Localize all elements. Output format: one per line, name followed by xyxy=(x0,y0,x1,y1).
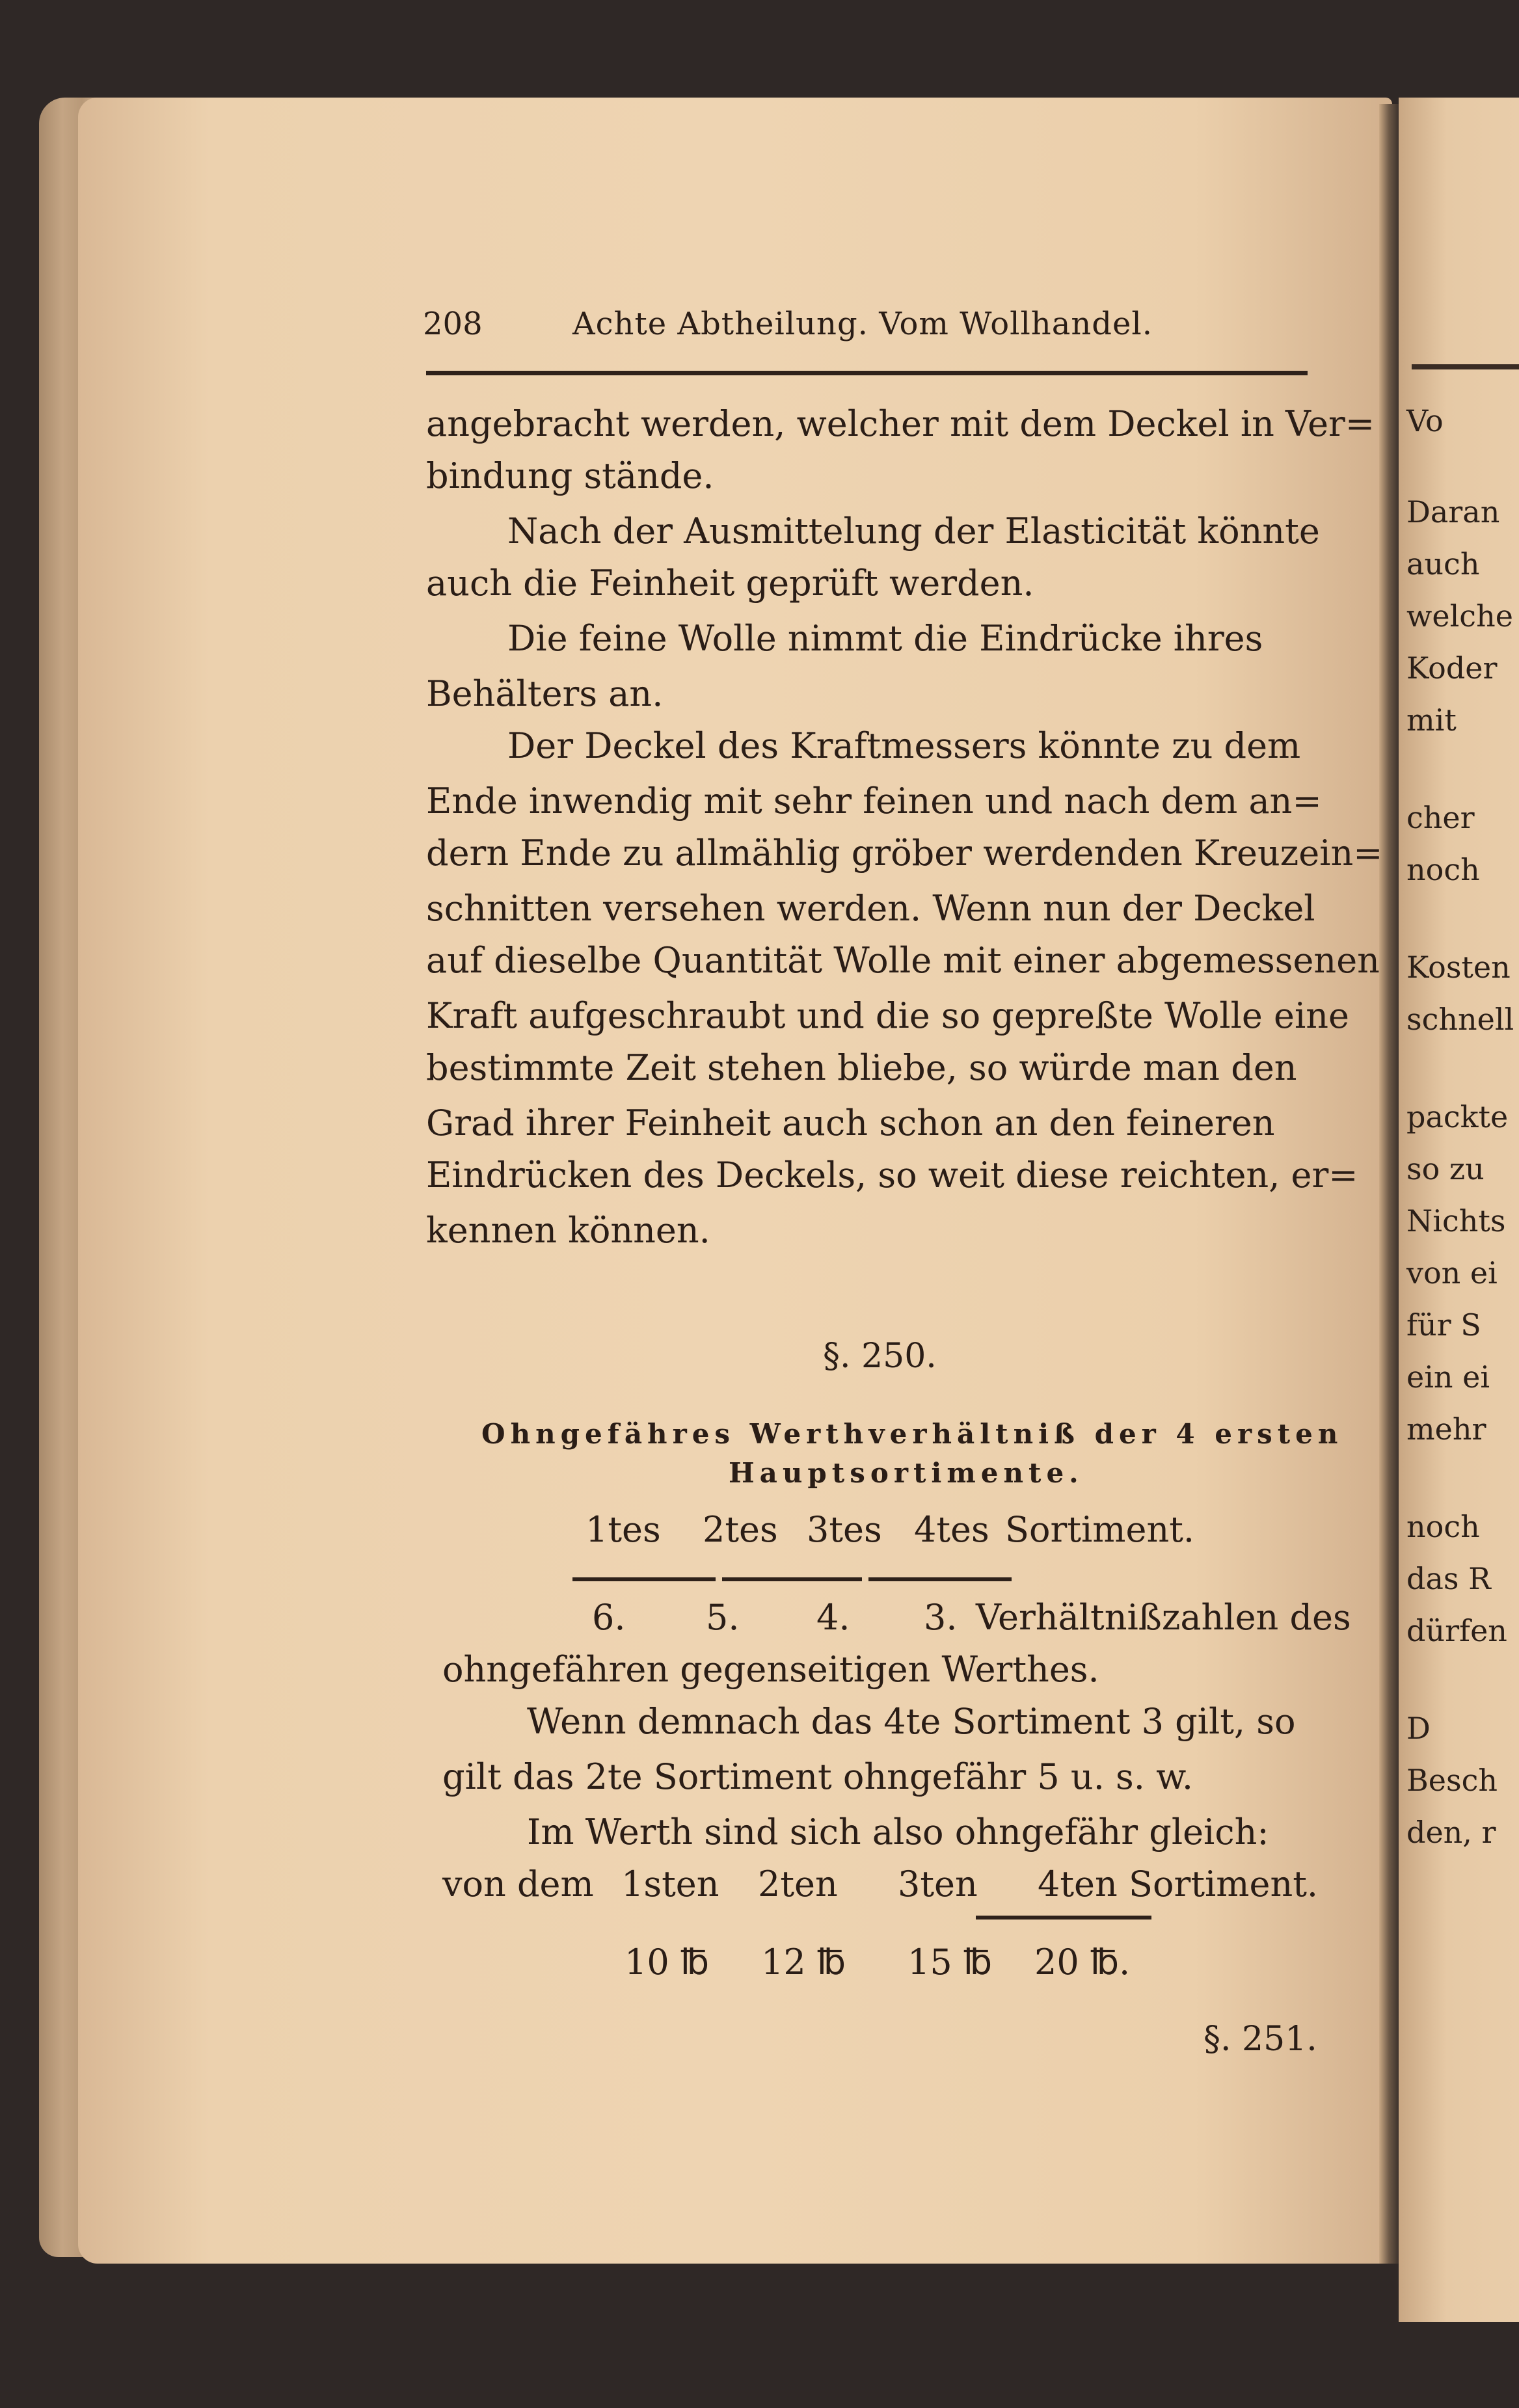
body-line: Kraft aufgeschraubt und die so gepreßte Wolle eine xyxy=(426,995,1350,1036)
body-line: Eindrücken des Deckels, so weit diese reichten, er= xyxy=(426,1155,1358,1196)
book-gutter xyxy=(1379,104,1399,2264)
value-column-label: 2ten xyxy=(758,1864,838,1905)
facing-fragment: Koder xyxy=(1406,650,1498,686)
value-amount: 15 ℔ xyxy=(907,1942,993,1983)
facing-fragment: packte xyxy=(1406,1099,1509,1134)
body-line: auf dieselbe Quantität Wolle mit einer abgemessenen xyxy=(426,940,1380,981)
ratio-value: 6. xyxy=(592,1597,626,1638)
section-heading-line-1: Ohngefähres Werthverhältniß der 4 ersten xyxy=(481,1418,1343,1450)
facing-fragment: das R xyxy=(1406,1561,1491,1596)
body-line: bestimmte Zeit stehen bliebe, so würde man den xyxy=(426,1047,1297,1088)
ratio-value: 5. xyxy=(706,1597,740,1638)
facing-fragment: welche xyxy=(1406,598,1513,634)
section-number: §. 250. xyxy=(823,1337,937,1376)
column-label: 3tes xyxy=(807,1509,882,1550)
body-line: bindung stände. xyxy=(426,455,714,496)
facing-fragment: auch xyxy=(1406,546,1480,582)
body-line: Nach der Ausmittelung der Elasticität könnte xyxy=(507,511,1320,552)
value-column-label: 4ten xyxy=(1038,1864,1118,1905)
column-underline xyxy=(868,1577,1012,1581)
column-label: 1tes xyxy=(585,1509,661,1550)
column-underline xyxy=(722,1577,862,1581)
value-column-label: 3ten xyxy=(898,1864,978,1905)
body-line: Grad ihrer Feinheit auch schon an den feineren xyxy=(426,1103,1275,1144)
facing-fragment: dürfen xyxy=(1406,1613,1507,1648)
facing-fragment: Vo xyxy=(1406,403,1444,438)
facing-fragment: D xyxy=(1406,1711,1431,1746)
facing-fragment: für S xyxy=(1406,1307,1481,1343)
running-title: Achte Abtheilung. Vom Wollhandel. xyxy=(572,306,1153,342)
facing-fragment: mehr xyxy=(1406,1411,1486,1447)
facing-fragment: mit xyxy=(1406,702,1457,738)
facing-fragment: den, r xyxy=(1406,1815,1496,1850)
facing-page xyxy=(1399,98,1519,2322)
section-heading-line-2: Hauptsortimente. xyxy=(729,1457,1084,1489)
column-label: Sortiment. xyxy=(1005,1509,1195,1550)
value-amount: 12 ℔ xyxy=(761,1942,846,1983)
value-column-label: Sortiment. xyxy=(1129,1864,1319,1905)
body-line: auch die Feinheit geprüft werden. xyxy=(426,563,1034,604)
value-row-label: von dem xyxy=(442,1864,594,1905)
column-underline xyxy=(572,1577,716,1581)
facing-fragment: Kosten xyxy=(1406,950,1511,985)
header-rule xyxy=(426,371,1308,375)
value-column-label: 1sten xyxy=(621,1864,719,1905)
facing-fragment: cher xyxy=(1406,800,1475,835)
facing-fragment: Nichts xyxy=(1406,1203,1506,1238)
facing-page-rule xyxy=(1412,364,1519,369)
column-label: 4tes xyxy=(914,1509,989,1550)
body-line: Ende inwendig mit sehr feinen und nach dem an= xyxy=(426,781,1322,822)
value-amount: 10 ℔ xyxy=(625,1942,710,1983)
ratio-caption: Verhältnißzahlen des xyxy=(976,1597,1351,1638)
body-line: schnitten versehen werden. Wenn nun der Deckel xyxy=(426,888,1315,929)
body-line: dern Ende zu allmählig gröber werdenden Kreuzein= xyxy=(426,833,1383,874)
facing-fragment: Besch xyxy=(1406,1763,1498,1798)
facing-fragment: so zu xyxy=(1406,1151,1485,1186)
body-line: gilt das 2te Sortiment ohngefähr 5 u. s. w. xyxy=(442,1756,1194,1797)
facing-fragment: Daran xyxy=(1406,494,1500,529)
body-line: Behälters an. xyxy=(426,673,664,714)
body-line: Wenn demnach das 4te Sortiment 3 gilt, so xyxy=(527,1701,1296,1742)
next-section-number: §. 251. xyxy=(1203,2020,1317,2059)
body-line: Im Werth sind sich also ohngefähr gleich: xyxy=(527,1812,1269,1853)
value-underline xyxy=(976,1916,1151,1920)
body-line: Die feine Wolle nimmt die Eindrücke ihres xyxy=(507,618,1263,659)
facing-fragment: noch xyxy=(1406,852,1480,887)
body-line: Der Deckel des Kraftmessers könnte zu dem xyxy=(507,725,1301,766)
page-number: 208 xyxy=(423,306,483,342)
ratio-caption-continued: ohngefähren gegenseitigen Werthes. xyxy=(442,1649,1099,1690)
facing-fragment: noch xyxy=(1406,1509,1480,1544)
column-label: 2tes xyxy=(703,1509,778,1550)
value-amount: 20 ℔. xyxy=(1034,1942,1131,1983)
body-line: angebracht werden, welcher mit dem Deckel in Ver= xyxy=(426,403,1375,444)
ratio-value: 4. xyxy=(816,1597,850,1638)
ratio-value: 3. xyxy=(924,1597,958,1638)
facing-fragment: von ei xyxy=(1406,1255,1498,1291)
body-line: kennen können. xyxy=(426,1210,710,1251)
facing-fragment: schnell xyxy=(1406,1002,1514,1037)
facing-fragment: ein ei xyxy=(1406,1359,1490,1395)
